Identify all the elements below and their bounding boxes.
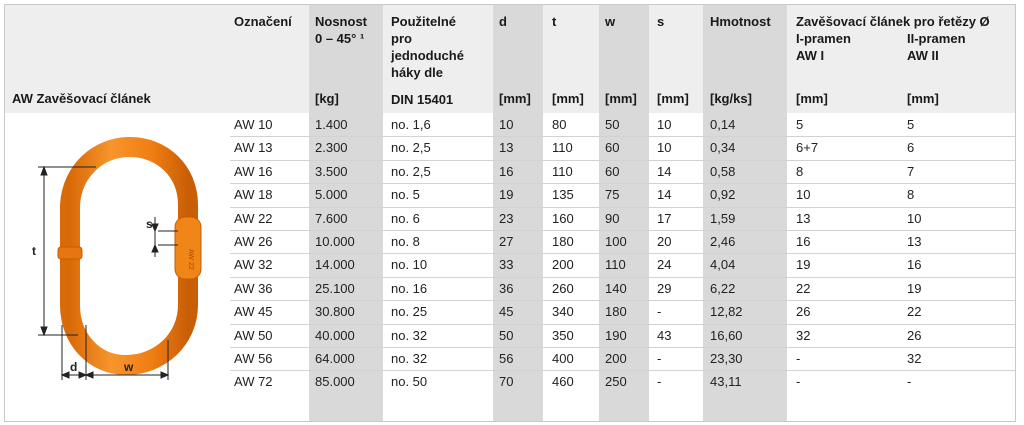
cell-s: -	[657, 374, 662, 390]
cell-t: 80	[552, 117, 567, 132]
cell-d: 10	[499, 117, 514, 132]
cell-hak: no. 1,6	[391, 117, 431, 132]
cell-iipramen: 13	[907, 233, 922, 249]
cell-nosnost: 2.300	[315, 140, 348, 156]
cell-d: 16	[499, 163, 514, 179]
cell-hmotnost: 16,60	[710, 327, 743, 343]
cell-ipramen: -	[796, 374, 801, 390]
cell-hmotnost: 4,04	[710, 257, 736, 273]
unit-t: [mm]	[552, 91, 584, 106]
cell-oznaceni: AW 45	[234, 304, 273, 320]
cell-w: 250	[605, 374, 627, 390]
cell-nosnost: 5.000	[315, 187, 348, 203]
cell-iipramen: 32	[907, 350, 922, 366]
table-row	[230, 114, 1015, 137]
cell-hak: no. 50	[391, 374, 428, 390]
cell-w: 60	[605, 163, 620, 179]
cell-s: 10	[657, 117, 672, 132]
cell-hak: no. 6	[391, 210, 420, 226]
cell-t: 340	[552, 304, 574, 320]
header-t: t	[552, 14, 557, 29]
cell-t: 460	[552, 374, 574, 390]
cell-hmotnost: 12,82	[710, 304, 743, 320]
table-row	[230, 301, 1015, 324]
cell-hmotnost: 2,46	[710, 233, 736, 249]
header-nosnost-line2: 0 – 45° ¹	[315, 31, 365, 46]
cell-ipramen: 32	[796, 327, 811, 343]
cell-hak: no. 16	[391, 280, 428, 296]
cell-hak: no. 32	[391, 350, 428, 366]
cell-oznaceni: AW 10	[234, 117, 273, 132]
cell-iipramen: 10	[907, 210, 922, 226]
unit-nosnost: [kg]	[315, 91, 339, 106]
cell-t: 350	[552, 327, 574, 343]
cell-d: 36	[499, 280, 514, 296]
table-body	[230, 114, 1015, 395]
cell-d: 19	[499, 187, 514, 203]
cell-d: 50	[499, 327, 514, 343]
cell-hak: no. 2,5	[391, 163, 431, 179]
header-ipramen-line1: I-pramen	[796, 31, 851, 46]
cell-t: 110	[552, 140, 573, 156]
header-oznaceni: Označení	[234, 14, 292, 29]
cell-oznaceni: AW 22	[234, 210, 273, 226]
unit-d: [mm]	[499, 91, 531, 106]
table-row	[230, 254, 1015, 277]
drawing-label-w: w	[124, 360, 134, 374]
cell-w: 200	[605, 350, 627, 366]
cell-w: 100	[605, 233, 627, 249]
cell-nosnost: 85.000	[315, 374, 355, 390]
cell-ipramen: 26	[796, 304, 811, 320]
cell-iipramen: 6	[907, 140, 915, 156]
cell-d: 13	[499, 140, 514, 156]
cell-hak: no. 25	[391, 304, 428, 320]
table-row	[230, 137, 1015, 160]
table-row	[230, 231, 1015, 254]
header-pouzitelne-line4: háky dle	[391, 65, 444, 80]
cell-hmotnost: 0,92	[710, 187, 736, 203]
header-d: d	[499, 14, 507, 29]
cell-iipramen: 7	[907, 163, 915, 179]
drawing-label-t: t	[32, 244, 36, 258]
cell-s: 14	[657, 163, 672, 179]
cell-t: 160	[552, 210, 574, 226]
cell-nosnost: 3.500	[315, 163, 348, 179]
cell-ipramen: 22	[796, 280, 811, 296]
cell-nosnost: 1.400	[315, 117, 348, 132]
cell-ipramen: 13	[796, 210, 811, 226]
cell-s: 20	[657, 233, 672, 249]
cell-hmotnost: 0,34	[710, 140, 736, 156]
cell-hmotnost: 6,22	[710, 280, 736, 296]
cell-nosnost: 64.000	[315, 350, 355, 366]
cell-oznaceni: AW 50	[234, 327, 273, 343]
cell-nosnost: 10.000	[315, 233, 355, 249]
table-row	[230, 278, 1015, 301]
cell-s: -	[657, 304, 662, 320]
cell-s: 24	[657, 257, 672, 273]
header-ipramen-line2: AW I	[796, 48, 825, 63]
header-pouzitelne-line5: DIN 15401	[391, 92, 454, 107]
cell-ipramen: -	[796, 350, 801, 366]
cell-s: 43	[657, 327, 672, 343]
header-pouzitelne-line2: pro	[391, 31, 412, 46]
cell-iipramen: -	[907, 374, 912, 390]
table-row	[230, 325, 1015, 348]
cell-s: 29	[657, 280, 672, 296]
table-row	[230, 184, 1015, 207]
cell-nosnost: 30.800	[315, 304, 355, 320]
cell-d: 70	[499, 374, 514, 390]
cell-hak: no. 10	[391, 257, 428, 273]
cell-iipramen: 19	[907, 280, 922, 296]
cell-ipramen: 16	[796, 233, 811, 249]
cell-hmotnost: 1,59	[710, 210, 736, 226]
cell-d: 23	[499, 210, 514, 226]
cell-oznaceni: AW 56	[234, 350, 273, 366]
cell-nosnost: 40.000	[315, 327, 355, 343]
cell-t: 110	[552, 163, 573, 179]
cell-ipramen: 5	[796, 117, 804, 132]
table-row	[230, 348, 1015, 371]
header-pouzitelne-line3: jednoduché	[391, 48, 464, 63]
cell-oznaceni: AW 13	[234, 140, 273, 156]
cell-ipramen: 6+7	[796, 140, 819, 156]
header-hmotnost: Hmotnost	[710, 14, 771, 29]
header-s: s	[657, 14, 665, 29]
cell-oznaceni: AW 26	[234, 233, 273, 249]
cell-oznaceni: AW 32	[234, 257, 273, 273]
cell-oznaceni: AW 36	[234, 280, 273, 296]
cell-s: -	[657, 350, 662, 366]
cell-t: 200	[552, 257, 574, 273]
cell-w: 140	[605, 280, 627, 296]
cell-t: 180	[552, 233, 574, 249]
cell-nosnost: 25.100	[315, 280, 355, 296]
table-row	[230, 161, 1015, 184]
ring-icon	[58, 147, 201, 365]
cell-iipramen: 26	[907, 327, 922, 343]
cell-ipramen: 19	[796, 257, 811, 273]
unit-hmotnost: [kg/ks]	[710, 91, 752, 106]
cell-d: 45	[499, 304, 514, 320]
drawing-label-s: s	[146, 217, 153, 231]
cell-nosnost: 7.600	[315, 210, 348, 226]
cell-oznaceni: AW 18	[234, 187, 273, 203]
cell-iipramen: 16	[907, 257, 922, 273]
cell-s: 14	[657, 187, 672, 203]
header-w: w	[605, 14, 616, 29]
cell-hmotnost: 0,14	[710, 117, 736, 132]
cell-oznaceni: AW 16	[234, 163, 273, 179]
header-iipramen-line2: AW II	[907, 48, 939, 63]
cell-hak: no. 8	[391, 233, 420, 249]
unit-iipramen: [mm]	[907, 91, 939, 106]
cell-d: 33	[499, 257, 514, 273]
cell-hmotnost: 23,30	[710, 350, 743, 366]
cell-hak: no. 2,5	[391, 140, 431, 156]
cell-d: 27	[499, 233, 514, 249]
cell-t: 400	[552, 350, 574, 366]
header-pouzitelne-line1: Použitelné	[391, 14, 457, 29]
cell-d: 56	[499, 350, 514, 366]
cell-ipramen: 8	[796, 163, 804, 179]
header-iipramen-line1: II-pramen	[907, 31, 966, 46]
cell-hak: no. 5	[391, 187, 420, 203]
cell-t: 135	[552, 187, 574, 203]
header-zavesovaci-clanek: Zavěšovací článek pro řetězy Ø	[796, 14, 990, 29]
svg-text:AW 22: AW 22	[187, 249, 194, 270]
cell-s: 10	[657, 140, 672, 156]
cell-w: 60	[605, 140, 620, 156]
table-row	[230, 208, 1015, 231]
cell-w: 50	[605, 117, 620, 132]
cell-hmotnost: 0,58	[710, 163, 736, 179]
cell-hak: no. 32	[391, 327, 428, 343]
cell-iipramen: 22	[907, 304, 922, 320]
cell-iipramen: 5	[907, 117, 915, 132]
cell-s: 17	[657, 210, 672, 226]
table-title: AW Zavěšovací článek	[12, 91, 151, 106]
cell-iipramen: 8	[907, 187, 915, 203]
unit-w: [mm]	[605, 91, 637, 106]
cell-w: 190	[605, 327, 627, 343]
cell-w: 110	[605, 257, 626, 273]
cell-ipramen: 10	[796, 187, 811, 203]
cell-oznaceni: AW 72	[234, 374, 273, 390]
drawing-label-d: d	[70, 360, 78, 374]
master-link-drawing	[18, 125, 208, 387]
table-row	[230, 371, 1015, 394]
header-nosnost-line1: Nosnost	[315, 14, 367, 29]
cell-t: 260	[552, 280, 574, 296]
unit-s: [mm]	[657, 91, 689, 106]
cell-hmotnost: 43,11	[710, 374, 742, 390]
cell-nosnost: 14.000	[315, 257, 355, 273]
cell-w: 180	[605, 304, 627, 320]
cell-w: 90	[605, 210, 620, 226]
cell-w: 75	[605, 187, 620, 203]
unit-ipramen: [mm]	[796, 91, 828, 106]
